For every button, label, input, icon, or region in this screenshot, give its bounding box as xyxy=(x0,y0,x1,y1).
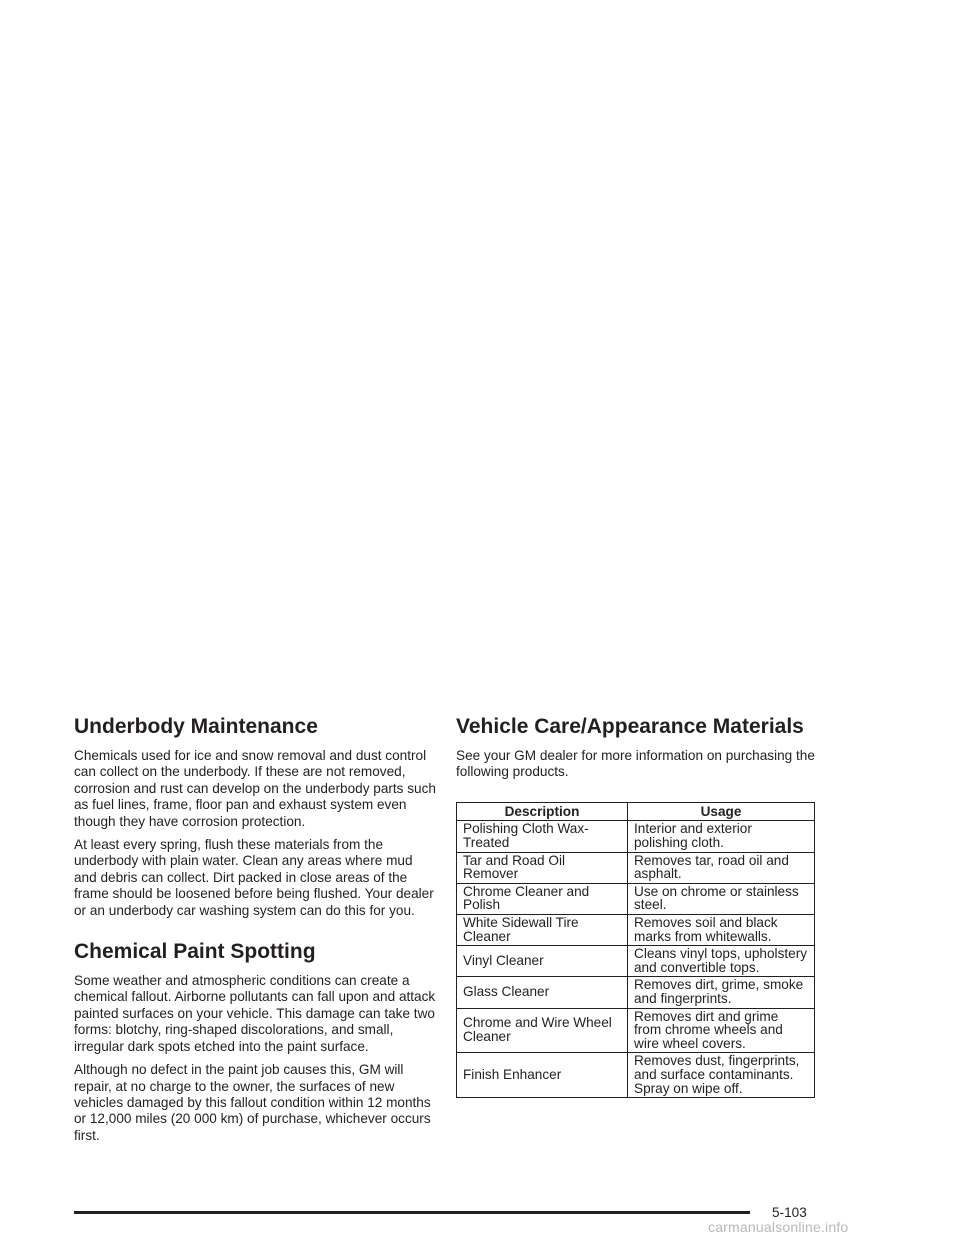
product-description: Vinyl Cleaner xyxy=(457,946,628,977)
table-row xyxy=(457,852,815,883)
product-usage: Interior and exterior polishing cloth. xyxy=(628,821,815,852)
left-column xyxy=(74,714,438,1151)
footer-rule xyxy=(74,1211,750,1214)
product-description: White Sidewall Tire Cleaner xyxy=(457,914,628,945)
chemical-paint-spotting-heading: Chemical Paint Spotting xyxy=(74,940,316,964)
product-description: Chrome and Wire Wheel Cleaner xyxy=(457,1008,628,1053)
table-row xyxy=(457,977,815,1008)
materials-table xyxy=(456,802,815,1098)
vehicle-care-heading: Vehicle Care/Appearance Materials xyxy=(456,715,804,738)
watermark: carmanualsonline.info xyxy=(708,1219,849,1235)
underbody-paragraph-2: At least every spring, flush these materials from the underbody with plain water. Clean any areas where mud and debris can collect. Dirt packed in close areas of the frame should be loosened before being flushed. Your dealer or an underbody car washing system can do this for you. xyxy=(74,837,434,918)
paint-spotting-paragraph-2: Although no defect in the paint job causes this, GM will repair, at no charge to the owner, the surfaces of new vehicles damaged by this fallout condition within 12 months or 12,000 miles (20 000 km) of purchase, whichever occurs first. xyxy=(74,1062,431,1143)
table-header-row xyxy=(457,802,815,821)
table-row xyxy=(457,914,815,945)
table-row xyxy=(457,821,815,852)
product-description: Tar and Road Oil Remover xyxy=(457,852,628,883)
underbody-paragraph-1: Chemicals used for ice and snow removal and dust control can collect on the underbody. If these are not removed, corrosion and rust can develop on the underbody parts such as fuel lines, frame, floor pan and exhaust system even though they have corrosion protection. xyxy=(74,748,436,829)
vehicle-care-intro: See your GM dealer for more information on purchasing the following products. xyxy=(456,748,815,780)
product-description: Polishing Cloth Wax-Treated xyxy=(457,821,628,852)
product-description: Finish Enhancer xyxy=(457,1053,628,1098)
right-column xyxy=(456,714,820,1098)
paint-spotting-paragraph-1: Some weather and atmospheric conditions can create a chemical fallout. Airborne pollutants can fall upon and attack painted surfaces on your vehicle. This damage can take two forms: blotchy, ring-shaped discolorations, and small, irregular dark spots etched into the paint surface. xyxy=(74,973,436,1054)
table-row xyxy=(457,946,815,977)
table-row xyxy=(457,883,815,914)
product-usage: Use on chrome or stainless steel. xyxy=(628,883,815,914)
usage-column-header: Usage xyxy=(628,802,815,821)
product-usage: Removes dirt and grime from chrome wheels and wire wheel covers. xyxy=(628,1008,815,1053)
table-row xyxy=(457,1008,815,1053)
table-row xyxy=(457,1053,815,1098)
product-description: Chrome Cleaner and Polish xyxy=(457,883,628,914)
product-usage: Removes dust, fingerprints, and surface contaminants. Spray on wipe off. xyxy=(628,1053,815,1098)
product-usage: Removes soil and black marks from whitewalls. xyxy=(628,914,815,945)
product-description: Glass Cleaner xyxy=(457,977,628,1008)
product-usage: Removes tar, road oil and asphalt. xyxy=(628,852,815,883)
page-number: 5-103 xyxy=(772,1205,807,1220)
description-column-header: Description xyxy=(457,802,628,821)
product-usage: Removes dirt, grime, smoke and fingerprints. xyxy=(628,977,815,1008)
underbody-maintenance-heading: Underbody Maintenance xyxy=(74,715,318,738)
product-usage: Cleans vinyl tops, upholstery and convertible tops. xyxy=(628,946,815,977)
